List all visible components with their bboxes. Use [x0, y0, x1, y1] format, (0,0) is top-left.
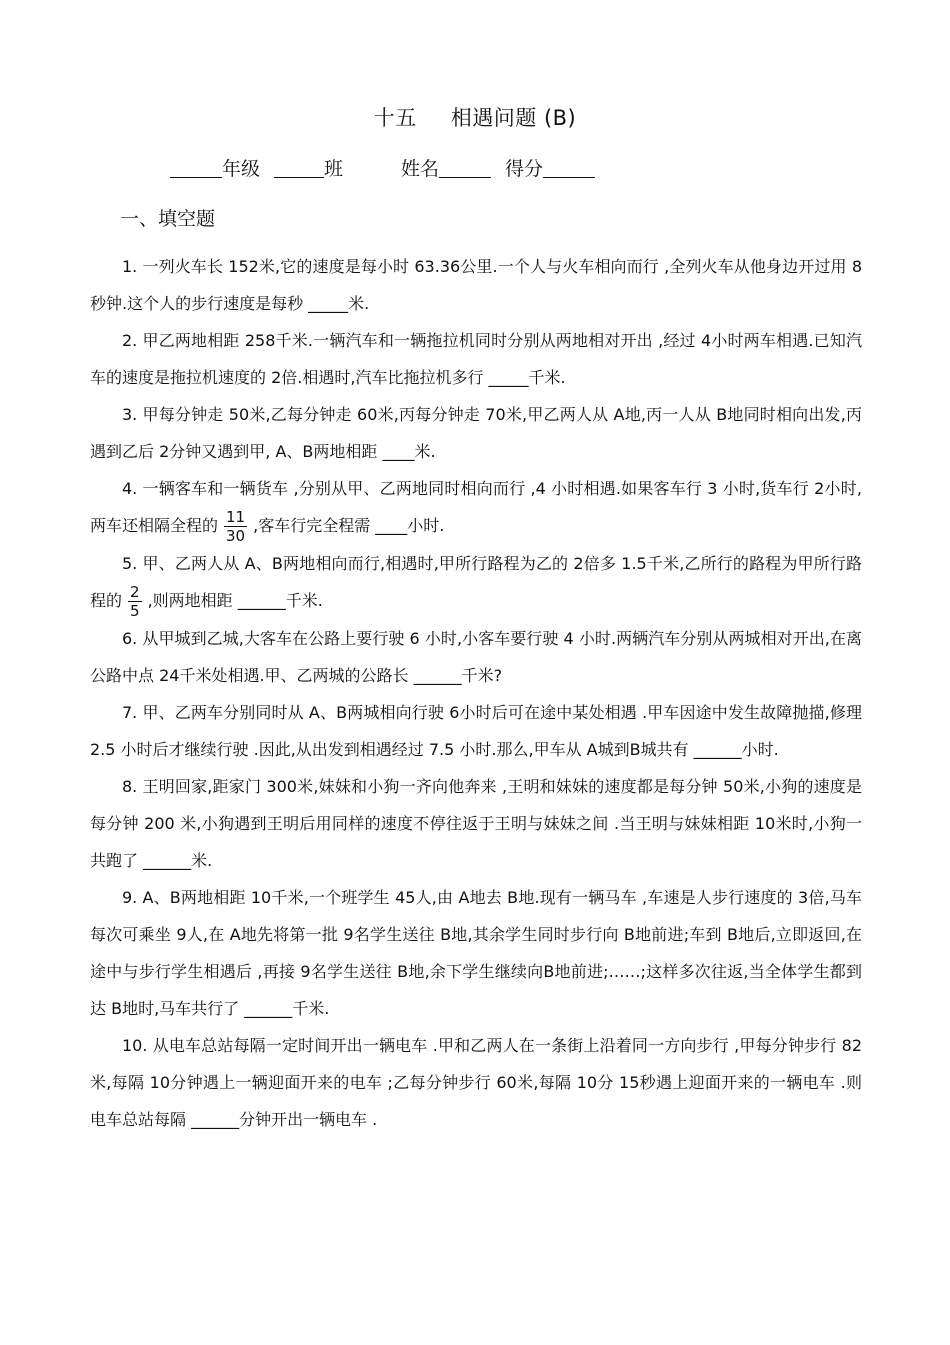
grade-blank [170, 155, 222, 178]
score-label: 得分 [505, 158, 544, 180]
name-label: 姓名 [401, 158, 440, 180]
question-4 [90, 470, 862, 545]
question-5-text-b: ,则两地相距 ______千米. [147, 591, 323, 610]
question-8-text: 8. 王明回家,距家门 300米,妹妹和小狗一齐向他奔来 ,王明和妹妹的速度都是每分钟 50米,小狗的速度是每分钟 200 米,小狗遇到王明后用同样的速度不停往返于王明与妹妹之间 .当王明与妹妹相距 10米时,小狗一共跑了 ______米. [90, 777, 862, 870]
question-7-text: 7. 甲、乙两车分别同时从 A、B两城相向行驶 6小时后可在途中某处相遇 .甲车因途中发生故障抛描,修理 2.5 小时后才继续行驶 .因此,从出发到相遇经过 7.5 小时.那么,甲车从 A城到B城共有 ______小时. [90, 703, 862, 759]
fraction-2-5 [128, 583, 142, 620]
page-title [0, 100, 950, 136]
question-8 [90, 768, 862, 879]
name-blank [439, 155, 491, 178]
fraction-11-30 [224, 508, 247, 545]
question-5 [90, 545, 862, 620]
question-1-text: 1. 一列火车长 152米,它的速度是每小时 63.36公里.一个人与火车相向而行 ,全列火车从他身边开过用 8秒钟.这个人的步行速度是每秒 _____米. [90, 257, 862, 313]
question-4-text-b: ,客车行完全程需 ____小时. [253, 516, 445, 535]
fraction-numerator: 2 [130, 583, 140, 601]
question-2-text: 2. 甲乙两地相距 258千米.一辆汽车和一辆拖拉机同时分别从两地相对开出 ,经过 4小时两车相遇.已知汽车的速度是拖拉机速度的 2倍.相遇时,汽车比拖拉机多行 _____千米. [90, 331, 862, 387]
question-4-text-a: 4. 一辆客车和一辆货车 ,分别从甲、乙两地同时相向而行 ,4 小时相遇.如果客车行 3 小时,货车行 2小时,两车还相隔全程的 [90, 479, 862, 535]
section-heading: 一、填空题 [120, 208, 216, 230]
title-text: 相遇问题 (B) [450, 106, 577, 130]
question-6 [90, 620, 862, 694]
question-3-text: 3. 甲每分钟走 50米,乙每分钟走 60米,丙每分钟走 70米,甲乙两人从 A地,丙一人从 B地同时相向出发,丙遇到乙后 2分钟又遇到甲, A、B两地相距 ____米. [90, 405, 862, 461]
class-label: 班 [324, 158, 344, 180]
question-list [90, 248, 862, 1138]
grade-label: 年级 [222, 158, 261, 180]
question-5-text-a: 5. 甲、乙两人从 A、B两地相向而行,相遇时,甲所行路程为乙的 2倍多 1.5千米,乙所行的路程为甲所行路程的 [90, 554, 862, 610]
question-6-text: 6. 从甲城到乙城,大客车在公路上要行驶 6 小时,小客车要行驶 4 小时.两辆汽车分别从两城相对开出,在离公路中点 24千米处相遇.甲、乙两城的公路长 ______千米? [90, 629, 862, 685]
fraction-denominator: 5 [130, 602, 140, 620]
question-3 [90, 396, 862, 470]
question-9-text: 9. A、B两地相距 10千米,一个班学生 45人,由 A地去 B地.现有一辆马车 ,车速是人步行速度的 3倍,马车每次可乘坐 9人,在 A地先将第一批 9名学生送往 B地,其余学生同时步行向 B地前进;车到 B地后,立即返回,在途中与步行学生相遇后 ,再接 9名学生送往 B地,余下学生继续向B地前进;……;这样多次往返,当全体学生都到达 B地时,马车共行了 ______千米. [90, 888, 862, 1018]
question-1 [90, 248, 862, 322]
question-7 [90, 694, 862, 768]
question-10-text: 10. 从电车总站每隔一定时间开出一辆电车 .甲和乙两人在一条街上沿着同一方向步行 ,甲每分钟步行 82米,每隔 10分钟遇上一辆迎面开来的电车 ;乙每分钟步行 60米,每隔 10分 15秒遇上迎面开来的一辆电车 .则电车总站每隔 ______分钟开出一辆电车 . [90, 1036, 862, 1129]
fraction-denominator: 30 [226, 527, 246, 545]
question-2 [90, 322, 862, 396]
score-blank [543, 155, 595, 178]
fraction-numerator: 11 [226, 508, 246, 526]
question-10 [90, 1027, 862, 1138]
title-number: 十五 [373, 106, 417, 130]
student-info-line [170, 152, 870, 186]
question-9 [90, 879, 862, 1027]
class-blank [274, 155, 324, 178]
